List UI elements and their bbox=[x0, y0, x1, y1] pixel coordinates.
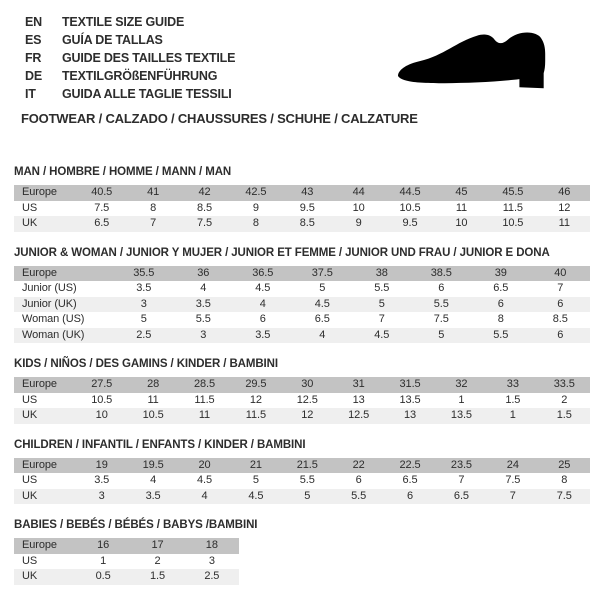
size-table-section bbox=[14, 439, 590, 505]
size-cell: 0.5 bbox=[76, 569, 130, 585]
size-table bbox=[14, 185, 590, 232]
row-label: Junior (US) bbox=[22, 282, 77, 294]
size-cell: 7 bbox=[378, 313, 385, 325]
size-cell: 22.5 bbox=[384, 458, 435, 474]
size-cell: 6 bbox=[355, 474, 362, 486]
size-cell: 42.5 bbox=[230, 185, 281, 201]
size-cell: 3.5 bbox=[127, 489, 178, 505]
size-cell: 7 bbox=[557, 282, 564, 294]
size-table-section bbox=[14, 247, 590, 344]
size-cell: 4.5 bbox=[352, 328, 412, 344]
size-cell: 3 bbox=[208, 554, 215, 567]
size-cell: 6.5 bbox=[76, 216, 127, 232]
size-cell: 8.5 bbox=[282, 216, 333, 232]
size-cell: 13.5 bbox=[399, 393, 421, 406]
size-cell: 1.5 bbox=[539, 408, 590, 424]
size-table-row bbox=[14, 266, 590, 282]
size-cell: 39 bbox=[471, 266, 531, 282]
size-table bbox=[14, 377, 590, 424]
size-cell: 10 bbox=[352, 201, 365, 214]
size-cell: 37.5 bbox=[293, 266, 353, 282]
language-code: IT bbox=[25, 87, 36, 101]
size-table-row bbox=[14, 569, 239, 585]
language-code: FR bbox=[25, 51, 42, 65]
size-cell: 5 bbox=[282, 489, 333, 505]
size-table-row bbox=[14, 328, 590, 344]
size-cell: 22 bbox=[333, 458, 384, 474]
size-cell: 10.5 bbox=[487, 216, 538, 232]
size-cell: 23.5 bbox=[436, 458, 487, 474]
size-cell: 31.5 bbox=[384, 377, 435, 393]
size-cell: 24 bbox=[487, 458, 538, 474]
size-cell: 4 bbox=[150, 474, 157, 486]
size-cell: 3 bbox=[76, 489, 127, 505]
row-label: US bbox=[22, 393, 38, 406]
size-cell: 6 bbox=[438, 282, 445, 294]
size-cell: 8 bbox=[230, 216, 281, 232]
size-cell: 4.5 bbox=[196, 474, 212, 486]
size-cell: 11 bbox=[147, 393, 159, 406]
size-cell: 5.5 bbox=[333, 489, 384, 505]
size-cell: 9 bbox=[252, 201, 259, 214]
row-label: Europe bbox=[14, 185, 76, 201]
language-code: EN bbox=[25, 15, 42, 29]
row-label: Europe bbox=[14, 538, 76, 554]
size-cell: 35.5 bbox=[114, 266, 174, 282]
size-cell: 2 bbox=[154, 554, 161, 567]
size-cell: 45 bbox=[436, 185, 487, 201]
size-cell: 9.5 bbox=[299, 201, 315, 214]
row-label: Woman (UK) bbox=[14, 328, 114, 344]
size-cell: 44 bbox=[333, 185, 384, 201]
size-cell: 4.5 bbox=[293, 297, 353, 313]
size-table-row bbox=[14, 393, 590, 409]
size-cell: 12 bbox=[249, 393, 262, 406]
size-cell: 12.5 bbox=[333, 408, 384, 424]
size-cell: 7.5 bbox=[539, 489, 590, 505]
row-label: US bbox=[22, 554, 38, 567]
size-table-row bbox=[14, 216, 590, 232]
size-cell: 6.5 bbox=[436, 489, 487, 505]
size-table-row bbox=[14, 185, 590, 201]
size-cell: 5.5 bbox=[374, 282, 390, 294]
size-cell: 10.5 bbox=[127, 408, 178, 424]
size-cell: 45.5 bbox=[487, 185, 538, 201]
size-cell: 3.5 bbox=[136, 282, 152, 294]
section-title: BABIES / BEBÉS / BÉBÉS / BABYS /BAMBINI bbox=[14, 519, 258, 531]
size-tables bbox=[14, 129, 590, 585]
size-cell: 12 bbox=[558, 201, 571, 214]
row-label: Woman (US) bbox=[22, 313, 85, 325]
size-cell: 33.5 bbox=[539, 377, 590, 393]
size-cell: 11 bbox=[179, 408, 230, 424]
size-table-row bbox=[14, 538, 239, 554]
section-title: KIDS / NIÑOS / DES GAMINS / KINDER / BAMBINI bbox=[14, 358, 278, 370]
size-cell: 21.5 bbox=[282, 458, 333, 474]
row-label: UK bbox=[14, 489, 76, 505]
row-label: UK bbox=[14, 408, 76, 424]
size-cell: 17 bbox=[130, 538, 184, 554]
size-cell: 41 bbox=[127, 185, 178, 201]
section-title: JUNIOR & WOMAN / JUNIOR Y MUJER / JUNIOR ET FEMME / JUNIOR UND FRAU / JUNIOR E DONA bbox=[14, 246, 550, 259]
size-cell: 3.5 bbox=[233, 328, 293, 344]
size-cell: 12 bbox=[282, 408, 333, 424]
size-table-section bbox=[14, 358, 590, 424]
size-cell: 4.5 bbox=[230, 489, 281, 505]
dress-shoe-icon bbox=[396, 30, 572, 96]
size-cell: 46 bbox=[539, 185, 590, 201]
language-title-row bbox=[25, 85, 235, 103]
size-cell: 38 bbox=[352, 266, 412, 282]
size-cell: 4 bbox=[293, 328, 353, 344]
size-cell: 4 bbox=[233, 297, 293, 313]
row-label: Europe bbox=[14, 266, 114, 282]
size-cell: 5 bbox=[352, 297, 412, 313]
size-cell: 6 bbox=[384, 489, 435, 505]
size-cell: 6 bbox=[531, 328, 591, 344]
size-cell: 6 bbox=[471, 297, 531, 313]
size-cell: 4 bbox=[200, 282, 207, 294]
language-code: DE bbox=[25, 69, 42, 83]
size-cell: 6.5 bbox=[402, 474, 418, 486]
size-cell: 2.5 bbox=[114, 328, 174, 344]
size-cell: 1 bbox=[487, 408, 538, 424]
size-cell: 5 bbox=[319, 282, 326, 294]
size-cell: 9 bbox=[333, 216, 384, 232]
size-cell: 4 bbox=[179, 489, 230, 505]
section-title: CHILDREN / INFANTIL / ENFANTS / KINDER / BAMBINI bbox=[14, 438, 306, 451]
size-cell: 13.5 bbox=[436, 408, 487, 424]
size-cell: 3.5 bbox=[94, 474, 110, 486]
size-cell: 33 bbox=[487, 377, 538, 393]
size-cell: 43 bbox=[282, 185, 333, 201]
size-cell: 25 bbox=[539, 458, 590, 474]
size-table-row bbox=[14, 408, 590, 424]
size-cell: 6 bbox=[531, 297, 591, 313]
size-cell: 7.5 bbox=[433, 313, 449, 325]
size-cell: 42 bbox=[179, 185, 230, 201]
size-cell: 7.5 bbox=[505, 474, 521, 486]
size-cell: 8.5 bbox=[552, 313, 568, 325]
language-title-row bbox=[25, 67, 235, 85]
size-cell: 21 bbox=[230, 458, 281, 474]
row-label: Europe bbox=[14, 458, 76, 474]
row-label: US bbox=[22, 474, 38, 486]
size-table-row bbox=[14, 377, 590, 393]
size-cell: 5.5 bbox=[195, 313, 211, 325]
guide-title: TEXTILGRÖßENFÜHRUNG bbox=[62, 69, 218, 83]
size-cell: 2.5 bbox=[185, 569, 239, 585]
size-table-row bbox=[14, 473, 590, 489]
size-table-row bbox=[14, 297, 590, 313]
size-table bbox=[14, 266, 590, 344]
size-cell: 31 bbox=[333, 377, 384, 393]
size-table-row bbox=[14, 489, 590, 505]
size-cell: 6.5 bbox=[493, 282, 509, 294]
row-label: UK bbox=[14, 569, 76, 585]
size-cell: 5.5 bbox=[299, 474, 315, 486]
size-cell: 13 bbox=[384, 408, 435, 424]
size-table bbox=[14, 538, 239, 585]
language-title-row bbox=[25, 31, 235, 49]
guide-title: GUÍA DE TALLAS bbox=[62, 33, 163, 47]
size-cell: 11 bbox=[539, 216, 590, 232]
size-cell: 28 bbox=[127, 377, 178, 393]
size-cell: 13 bbox=[352, 393, 365, 406]
row-label: Junior (UK) bbox=[14, 297, 114, 313]
size-cell: 8 bbox=[150, 201, 157, 214]
row-label: US bbox=[22, 201, 38, 214]
size-cell: 28.5 bbox=[179, 377, 230, 393]
size-cell: 16 bbox=[76, 538, 130, 554]
size-cell: 27.5 bbox=[76, 377, 127, 393]
size-cell: 11.5 bbox=[502, 201, 523, 214]
size-table-row bbox=[14, 312, 590, 328]
size-cell: 11.5 bbox=[230, 408, 281, 424]
size-cell: 7 bbox=[127, 216, 178, 232]
category-title: FOOTWEAR / CALZADO / CHAUSSURES / SCHUHE / CALZATURE bbox=[21, 111, 418, 126]
size-cell: 10.5 bbox=[91, 393, 113, 406]
size-cell: 10 bbox=[76, 408, 127, 424]
size-cell: 5.5 bbox=[471, 328, 531, 344]
size-table bbox=[14, 458, 590, 505]
size-cell: 5.5 bbox=[412, 297, 472, 313]
size-cell: 7 bbox=[458, 474, 465, 486]
size-cell: 8 bbox=[497, 313, 504, 325]
guide-title: GUIDE DES TAILLES TEXTILE bbox=[62, 51, 236, 65]
size-cell: 20 bbox=[179, 458, 230, 474]
size-cell: 6 bbox=[259, 313, 266, 325]
size-cell: 38.5 bbox=[412, 266, 472, 282]
size-cell: 1.5 bbox=[130, 569, 184, 585]
language-title-row bbox=[25, 13, 235, 31]
row-label: UK bbox=[14, 216, 76, 232]
size-cell: 36.5 bbox=[233, 266, 293, 282]
size-cell: 8 bbox=[561, 474, 568, 486]
size-cell: 4.5 bbox=[255, 282, 271, 294]
size-table-row bbox=[14, 458, 590, 474]
size-cell: 36 bbox=[174, 266, 234, 282]
size-cell: 32 bbox=[436, 377, 487, 393]
size-cell: 11.5 bbox=[194, 393, 215, 406]
size-cell: 5 bbox=[252, 474, 259, 486]
size-cell: 6.5 bbox=[314, 313, 330, 325]
size-cell: 3 bbox=[174, 328, 234, 344]
size-table-row bbox=[14, 201, 590, 217]
size-table-row bbox=[14, 281, 590, 297]
size-cell: 3 bbox=[114, 297, 174, 313]
size-cell: 1 bbox=[100, 554, 107, 567]
size-cell: 5 bbox=[412, 328, 472, 344]
guide-title: GUIDA ALLE TAGLIE TESSILI bbox=[62, 87, 232, 101]
size-cell: 30 bbox=[282, 377, 333, 393]
size-cell: 29.5 bbox=[230, 377, 281, 393]
size-cell: 44.5 bbox=[384, 185, 435, 201]
language-title-list bbox=[25, 13, 235, 103]
section-title: MAN / HOMBRE / HOMME / MANN / MAN bbox=[14, 166, 232, 178]
guide-title: TEXTILE SIZE GUIDE bbox=[62, 15, 185, 29]
size-cell: 9.5 bbox=[384, 216, 435, 232]
size-cell: 7.5 bbox=[179, 216, 230, 232]
language-title-row bbox=[25, 49, 235, 67]
row-label: Europe bbox=[14, 377, 76, 393]
size-cell: 10 bbox=[436, 216, 487, 232]
size-cell: 40 bbox=[531, 266, 591, 282]
size-cell: 18 bbox=[185, 538, 239, 554]
size-cell: 12.5 bbox=[296, 393, 318, 406]
size-cell: 19.5 bbox=[127, 458, 178, 474]
size-cell: 2 bbox=[561, 393, 568, 406]
size-cell: 1.5 bbox=[505, 393, 521, 406]
size-cell: 8.5 bbox=[196, 201, 212, 214]
size-cell: 3.5 bbox=[174, 297, 234, 313]
size-cell: 7 bbox=[487, 489, 538, 505]
size-cell: 40.5 bbox=[76, 185, 127, 201]
size-cell: 7.5 bbox=[94, 201, 110, 214]
size-cell: 10.5 bbox=[399, 201, 421, 214]
size-table-section bbox=[14, 519, 590, 585]
size-cell: 19 bbox=[76, 458, 127, 474]
size-table-row bbox=[14, 554, 239, 570]
size-cell: 1 bbox=[458, 393, 465, 406]
size-cell: 5 bbox=[140, 313, 147, 325]
size-table-section bbox=[14, 166, 590, 232]
language-code: ES bbox=[25, 33, 42, 47]
size-cell: 11 bbox=[455, 201, 468, 214]
